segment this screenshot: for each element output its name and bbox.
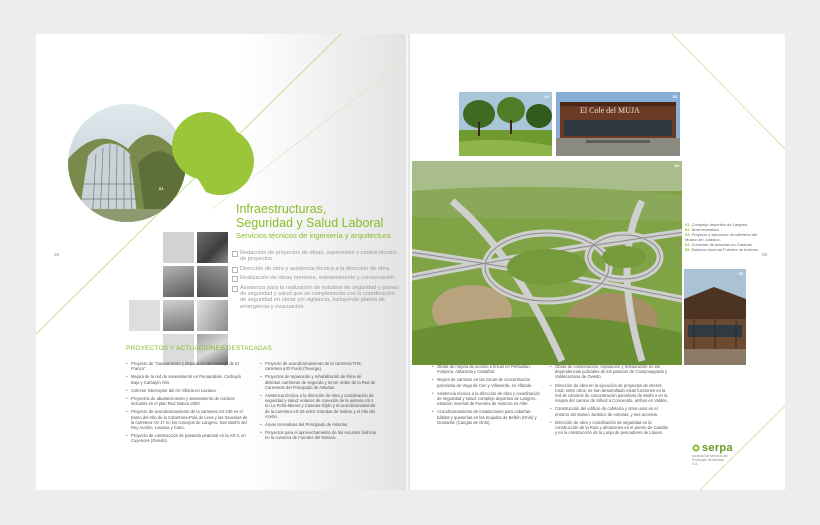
legend-item: 04 Conexión de autovías en Caseras. bbox=[685, 242, 753, 247]
legend-item: 01 Complejo deportivo de Langreo. bbox=[685, 222, 749, 227]
photo-number: 03 bbox=[672, 94, 677, 99]
heading-line-2: Seguridad y Salud Laboral bbox=[236, 216, 384, 230]
mosaic-tile bbox=[197, 232, 228, 263]
section-heading bbox=[236, 202, 406, 241]
list-item: • Obras de mejora de acceso a fincas en Peñaullán, Fonjoina, Ablaneda y Castañal. bbox=[432, 364, 544, 374]
mosaic-tile bbox=[197, 300, 228, 331]
list-item: • Acondicionamiento de instalaciones para cabañas-hábitat y queserías en las majadas de Belbín (Onís) y Gumartini (Cangas de Onís). bbox=[432, 409, 544, 425]
list-item: • Construcción del edificio de cafetería y otros usos en el entorno del Museo Jurásico de Asturias, y sus accesos. bbox=[550, 406, 668, 416]
list-item: • Proyectos para el aprovechamiento de los recursos hídricos en la comarca de Fuentes del Narcea. bbox=[260, 430, 378, 440]
cafeteria-photo bbox=[556, 92, 680, 156]
list-item: • Dirección de obra en la ejecución de proyectos de interés rural: entre otros, se han desarrollado estas funciones en la red de caminos de concentración parcelaria de Murlá o en la mejora del camino de Siñeiz a Concenido, ambos en Valdés. bbox=[550, 383, 668, 404]
legend-item: 02 Área recreativa. bbox=[685, 227, 720, 232]
list-item: • Obras de conservación, reparación y restauración en las dependencias judiciales de los palacios de Camposagrado y Valdecarzana de Oviedo. bbox=[550, 364, 668, 380]
logo-tagline: sociedad de servicios del Principado de Asturias, S.A. bbox=[692, 454, 728, 466]
building-sign-text: El Cole del MUJA bbox=[580, 106, 640, 115]
page-number: 04 bbox=[54, 252, 60, 257]
photo-legend bbox=[685, 222, 760, 252]
list-item: Redacción de proyectos de obras, supervisión y control técnico de proyectos. bbox=[232, 250, 402, 263]
heading-line-1: Infraestructuras, bbox=[236, 202, 327, 216]
list-item: • Asistencia técnica a la dirección de obra y coordinación de seguridad y salud: complejo deportivo de Langreo, estación invernal de Fuentes de Invierno en Aller. bbox=[432, 391, 544, 407]
list-item: • Dirección de obra y coordinación de seguridad en la construcción de la Rula y almacenes en el puerto de Candás y en la construcción de la Lonja de pescadores de Llanes. bbox=[550, 420, 668, 436]
logo-name: serpa bbox=[702, 442, 733, 454]
list-item: • Áreas recreativas del Principado de Asturias. bbox=[260, 422, 378, 427]
mosaic-tile bbox=[163, 266, 194, 297]
photo-number: 05 bbox=[738, 271, 743, 276]
serpa-logo bbox=[692, 442, 733, 466]
right-page bbox=[410, 34, 785, 490]
left-page bbox=[36, 34, 410, 490]
projects-column-3 bbox=[432, 364, 544, 428]
mosaic-tile bbox=[129, 300, 160, 331]
list-item: • Asistencia técnica a la dirección de obra y coordinación de seguridad y salud: enlaces de conexión de la autovía AS-1 en La Peña-Mieres y Caseras-Gijón y el acondicionamiento de la carretera AS-28 entre Grandas de Salime y el Alto del Acebo. bbox=[260, 393, 378, 419]
photo-number: 01 bbox=[159, 186, 164, 191]
list-item: • Proyecto de "Saneamiento y depuración del concejo de El Franco". bbox=[126, 361, 248, 371]
services-list bbox=[232, 250, 402, 313]
mosaic-tile bbox=[163, 232, 194, 263]
logo-leaf-icon bbox=[692, 444, 700, 452]
projects-section-title: PROYECTOS Y ACTUACIONES DESTACADAS bbox=[126, 345, 272, 352]
list-item: Asistencia para la realización de estudios de seguridad y planes de seguridad y salud que se complementa con la coordinación de seguridad en obras y/o vigilancia, incluyendo planes de emergencia y evacuación. bbox=[232, 285, 402, 311]
highway-interchange-photo bbox=[412, 161, 682, 365]
heading-subtitle: Servicios técnicos de ingeniería y arquitectura bbox=[236, 231, 391, 240]
list-item: • Colector interceptor del río Villoria en Laviana. bbox=[126, 388, 248, 393]
list-item: • Proyectos de abastecimiento y saneamiento de núcleos incluidos en el plan Red Natura 2000. bbox=[126, 396, 248, 406]
list-item: • Proyecto de acondicionamiento de la carretera AS-230 en el tramo del Alto de la Cobertoria-Pola de Lena y las travesías de la carretera AS-17 en los concejos de Langreo, San Martín del Rey Aurelio, Laviana y Caso. bbox=[126, 409, 248, 430]
ski-station-photo bbox=[684, 269, 746, 365]
projects-column-1 bbox=[126, 361, 248, 447]
photo-number: 02 bbox=[544, 94, 549, 99]
photo-number: 04 bbox=[674, 163, 679, 168]
list-item: Realización de obras menores, mantenimiento y conservación. bbox=[232, 275, 402, 281]
mosaic-tile bbox=[163, 300, 194, 331]
legend-item: 05 Estación invernal Fuentes de Invierno. bbox=[685, 247, 760, 252]
park-photo bbox=[459, 92, 552, 156]
list-item: • Proyecto de acondicionamiento de la carretera TH6, carretera a El Puelo (Teverga). bbox=[260, 361, 378, 371]
projects-column-2 bbox=[260, 361, 378, 444]
legend-item: 03 Proyecto y ejecución de cafetería del Museo del Jurásico. bbox=[685, 232, 758, 242]
list-item: • Mejora de la red de saneamiento en Pumarabule, Carbayín Bajo y Carbayín Alto. bbox=[126, 374, 248, 384]
list-item: • Mejora de caminos en las zonas de concentración parcelaria de Vega de Cen y Villaverde, en Allande. bbox=[432, 377, 544, 387]
list-item: • Proyectos de reparación y rehabilitación de firme de distintas carreteras de segundo y tercer orden de la Red de Carreteras del Principado de Asturias. bbox=[260, 374, 378, 390]
list-item: Dirección de obra y asistencia técnica a la dirección de obra. bbox=[232, 266, 402, 272]
page-number: 05 bbox=[762, 252, 768, 257]
list-item: • Proyecto de construcción de pasarela peatonal en la AS-II, en Cuyences (Oviedo). bbox=[126, 433, 248, 443]
projects-column-4 bbox=[550, 364, 668, 438]
mosaic-tile bbox=[197, 266, 228, 297]
